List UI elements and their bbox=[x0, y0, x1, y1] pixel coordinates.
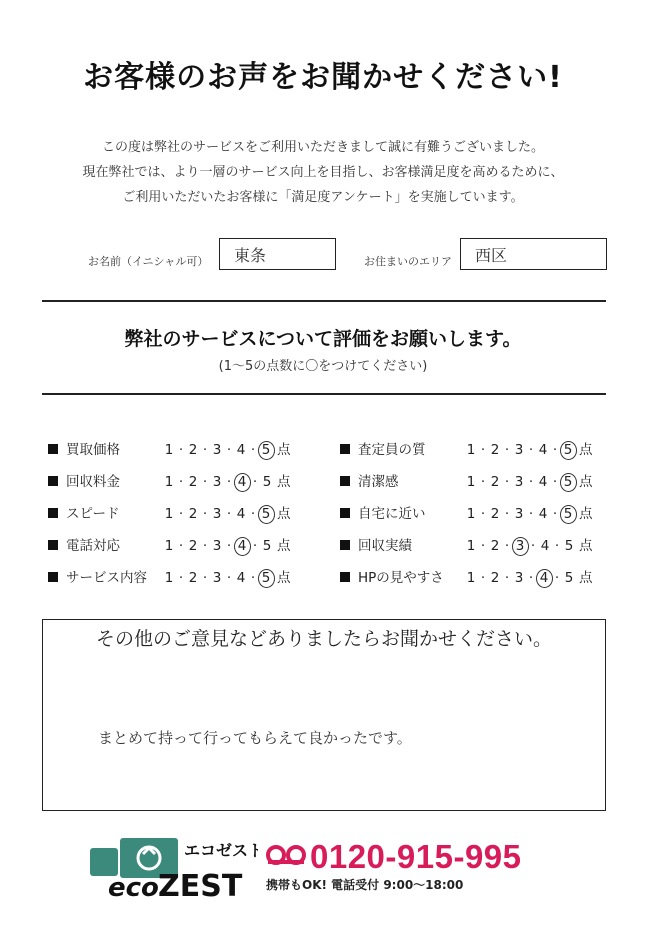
score-option[interactable]: 4 bbox=[236, 442, 247, 458]
divider-top bbox=[42, 300, 606, 302]
score-option[interactable]: 4 bbox=[538, 474, 549, 490]
score-option[interactable]: 1 bbox=[466, 474, 477, 490]
rating-scale[interactable] bbox=[164, 502, 292, 522]
score-separator: · bbox=[252, 538, 259, 554]
score-option[interactable]: 2 bbox=[188, 538, 199, 554]
score-separator: · bbox=[554, 538, 561, 554]
score-separator: · bbox=[226, 506, 233, 522]
score-unit: 点 bbox=[579, 442, 594, 458]
bullet-square-icon bbox=[340, 540, 350, 550]
score-separator: · bbox=[530, 538, 537, 554]
bullet-square-icon bbox=[48, 476, 58, 486]
rating-label: 査定員の質 bbox=[340, 438, 426, 458]
area-label: お住まいのエリア bbox=[364, 255, 452, 268]
score-option[interactable]: 1 bbox=[466, 570, 477, 586]
rating-row bbox=[340, 438, 606, 460]
score-separator: · bbox=[178, 570, 185, 586]
score-unit: 点 bbox=[277, 506, 292, 522]
score-unit: 点 bbox=[277, 474, 292, 490]
score-separator: · bbox=[528, 442, 535, 458]
score-separator: · bbox=[226, 474, 233, 490]
score-circled[interactable]: 5 bbox=[258, 441, 275, 460]
score-circled[interactable]: 3 bbox=[512, 537, 529, 556]
rating-row bbox=[340, 470, 606, 492]
score-option[interactable]: 1 bbox=[164, 570, 175, 586]
score-option[interactable]: 3 bbox=[212, 570, 223, 586]
score-separator: · bbox=[504, 570, 511, 586]
name-field[interactable]: 東条 bbox=[219, 238, 336, 270]
score-separator: · bbox=[202, 538, 209, 554]
score-separator: · bbox=[480, 570, 487, 586]
rating-row bbox=[48, 534, 308, 556]
rating-row bbox=[340, 566, 606, 588]
score-option[interactable]: 4 bbox=[538, 442, 549, 458]
brand-zest: ZEST bbox=[158, 869, 243, 900]
score-circled[interactable]: 5 bbox=[560, 473, 577, 492]
score-separator: · bbox=[202, 506, 209, 522]
score-separator: · bbox=[504, 538, 511, 554]
rating-label: 清潔感 bbox=[340, 470, 399, 490]
rating-scale[interactable] bbox=[164, 438, 292, 458]
score-separator: · bbox=[528, 570, 535, 586]
score-separator: · bbox=[226, 538, 233, 554]
bullet-square-icon bbox=[48, 572, 58, 582]
rating-label: 回収実績 bbox=[340, 534, 412, 554]
score-circled[interactable]: 4 bbox=[536, 569, 553, 588]
area-field[interactable]: 西区 bbox=[460, 238, 607, 270]
phone-text: 0120-915-995 bbox=[310, 838, 522, 875]
score-option[interactable]: 2 bbox=[188, 570, 199, 586]
score-option[interactable]: 3 bbox=[514, 506, 525, 522]
score-separator: · bbox=[226, 442, 233, 458]
score-separator: · bbox=[552, 506, 559, 522]
score-option[interactable]: 2 bbox=[188, 442, 199, 458]
score-unit: 点 bbox=[579, 474, 594, 490]
rating-label: 回収料金 bbox=[48, 470, 120, 490]
rating-scale[interactable] bbox=[466, 502, 594, 522]
rating-scale[interactable] bbox=[164, 470, 292, 490]
rating-scale[interactable] bbox=[164, 534, 292, 554]
score-separator: · bbox=[178, 538, 185, 554]
rating-label: 買取価格 bbox=[48, 438, 120, 458]
score-separator: · bbox=[480, 506, 487, 522]
score-unit: 点 bbox=[579, 570, 594, 586]
score-separator: · bbox=[554, 570, 561, 586]
comment-question: その他のご意見などありましたらお聞かせください。 bbox=[95, 628, 552, 650]
score-separator: · bbox=[480, 442, 487, 458]
business-hours: 携帯もOK! 電話受付 9:00〜18:00 bbox=[266, 878, 464, 892]
rating-scale[interactable] bbox=[466, 534, 594, 554]
score-separator: · bbox=[504, 474, 511, 490]
score-option[interactable]: 4 bbox=[538, 506, 549, 522]
name-label: お名前（イニシャル可） bbox=[88, 255, 209, 268]
score-separator: · bbox=[178, 442, 185, 458]
score-separator: · bbox=[178, 506, 185, 522]
section-title: 弊社のサービスについて評価をお願いします。 bbox=[124, 328, 522, 350]
score-circled[interactable]: 4 bbox=[234, 537, 251, 556]
score-option[interactable]: 5 bbox=[564, 570, 575, 586]
brand-kana: エコゼスト bbox=[184, 841, 258, 860]
rating-label: スピード bbox=[48, 502, 119, 522]
intro-line-3: ご利用いただいたお客様に「満足度アンケート」を実施しています。 bbox=[122, 190, 524, 205]
score-separator: · bbox=[504, 442, 511, 458]
score-separator: · bbox=[250, 570, 257, 586]
score-option[interactable]: 5 bbox=[262, 474, 273, 490]
rating-row bbox=[340, 534, 606, 556]
score-separator: · bbox=[528, 474, 535, 490]
bullet-square-icon bbox=[48, 540, 58, 550]
comment-answer: まとめて持って行ってもらえて良かったです。 bbox=[98, 729, 412, 747]
score-unit: 点 bbox=[277, 570, 292, 586]
score-option[interactable]: 3 bbox=[212, 442, 223, 458]
intro-line-1: この度は弊社のサービスをご利用いただきまして誠に有難うございました。 bbox=[101, 140, 544, 155]
bullet-square-icon bbox=[340, 508, 350, 518]
company-logo bbox=[88, 834, 258, 900]
divider-bottom bbox=[42, 393, 606, 395]
score-separator: · bbox=[250, 506, 257, 522]
score-unit: 点 bbox=[277, 538, 292, 554]
score-separator: · bbox=[202, 474, 209, 490]
score-option[interactable]: 4 bbox=[236, 506, 247, 522]
brand-eco: eco bbox=[108, 873, 159, 900]
score-option[interactable]: 1 bbox=[164, 442, 175, 458]
rating-scale[interactable] bbox=[466, 438, 594, 458]
rating-scale[interactable] bbox=[466, 470, 594, 490]
rating-row bbox=[340, 502, 606, 524]
score-unit: 点 bbox=[579, 506, 594, 522]
score-option[interactable]: 2 bbox=[188, 474, 199, 490]
score-option[interactable]: 2 bbox=[490, 538, 501, 554]
score-option[interactable]: 3 bbox=[212, 474, 223, 490]
score-separator: · bbox=[252, 474, 259, 490]
score-option[interactable]: 2 bbox=[490, 442, 501, 458]
score-separator: · bbox=[178, 474, 185, 490]
rating-label: 電話対応 bbox=[48, 534, 120, 554]
score-option[interactable]: 2 bbox=[188, 506, 199, 522]
phone-number[interactable] bbox=[266, 836, 522, 876]
score-option[interactable]: 1 bbox=[164, 506, 175, 522]
score-circled[interactable]: 5 bbox=[560, 441, 577, 460]
score-option[interactable]: 1 bbox=[466, 538, 477, 554]
score-option[interactable]: 3 bbox=[212, 538, 223, 554]
bullet-square-icon bbox=[340, 572, 350, 582]
rating-row bbox=[48, 470, 308, 492]
score-separator: · bbox=[480, 538, 487, 554]
bullet-square-icon bbox=[48, 508, 58, 518]
score-separator: · bbox=[226, 570, 233, 586]
score-option[interactable]: 5 bbox=[262, 538, 273, 554]
rating-scale[interactable] bbox=[466, 566, 594, 586]
score-option[interactable]: 3 bbox=[514, 474, 525, 490]
section-note: (1〜5の点数に〇をつけてください) bbox=[218, 359, 428, 374]
score-option[interactable]: 2 bbox=[490, 506, 501, 522]
bullet-square-icon bbox=[340, 476, 350, 486]
score-circled[interactable]: 4 bbox=[234, 473, 251, 492]
score-option[interactable]: 3 bbox=[514, 442, 525, 458]
rating-label: 自宅に近い bbox=[340, 502, 426, 522]
score-separator: · bbox=[528, 506, 535, 522]
score-option[interactable]: 3 bbox=[212, 506, 223, 522]
score-separator: · bbox=[250, 442, 257, 458]
truck-icon bbox=[88, 834, 258, 900]
score-unit: 点 bbox=[579, 538, 594, 554]
score-circled[interactable]: 5 bbox=[258, 569, 275, 588]
score-option[interactable]: 4 bbox=[236, 570, 247, 586]
free-dial-icon bbox=[266, 836, 306, 858]
score-circled[interactable]: 5 bbox=[258, 505, 275, 524]
rating-row bbox=[48, 502, 308, 524]
score-separator: · bbox=[552, 442, 559, 458]
rating-scale[interactable] bbox=[164, 566, 292, 586]
score-option[interactable]: 5 bbox=[564, 538, 575, 554]
score-option[interactable]: 3 bbox=[514, 570, 525, 586]
score-circled[interactable]: 5 bbox=[560, 505, 577, 524]
score-separator: · bbox=[480, 474, 487, 490]
score-option[interactable]: 1 bbox=[466, 506, 477, 522]
intro-line-2: 現在弊社では、より一層のサービス向上を目指し、お客様満足度を高めるために、 bbox=[82, 165, 564, 180]
bullet-square-icon bbox=[48, 444, 58, 454]
rating-label: HPの見やすさ bbox=[340, 566, 444, 586]
score-option[interactable]: 2 bbox=[490, 570, 501, 586]
score-unit: 点 bbox=[277, 442, 292, 458]
score-separator: · bbox=[504, 506, 511, 522]
score-separator: · bbox=[202, 570, 209, 586]
score-option[interactable]: 1 bbox=[466, 442, 477, 458]
score-separator: · bbox=[552, 474, 559, 490]
rating-label: サービス内容 bbox=[48, 566, 147, 586]
page-title: お客様のお声をお聞かせください! bbox=[83, 60, 563, 95]
bullet-square-icon bbox=[340, 444, 350, 454]
score-option[interactable]: 4 bbox=[540, 538, 551, 554]
score-option[interactable]: 1 bbox=[164, 538, 175, 554]
score-option[interactable]: 2 bbox=[490, 474, 501, 490]
score-separator: · bbox=[202, 442, 209, 458]
score-option[interactable]: 1 bbox=[164, 474, 175, 490]
rating-row bbox=[48, 438, 308, 460]
rating-row bbox=[48, 566, 308, 588]
